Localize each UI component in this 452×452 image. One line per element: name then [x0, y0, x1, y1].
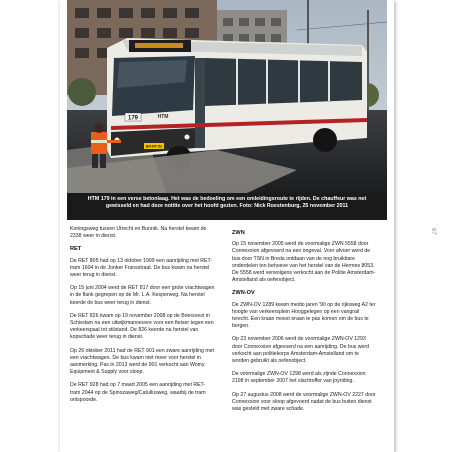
paragraph: De ZWN-OV 1289 kwam medio jaren '90 op de rijksweg A2 ter hoogte van verkeersplein Hooggelegen op een vangrail terecht. Een kraan moest eraan te pas komen om de bus te bergen. — [232, 301, 376, 330]
paragraph: Op 15 november 2005 werd de voormalige ZWN 5558 door Connexxion afgevoerd na een ongeval. Voor afvoer werd de bus door TSN in Breda ontdaan van de nog bruikbare onderdelen ten behoeve van het herstel van de Hermes 8053. De 5558 werd verwolgens verkocht aan de Politie Amsterdam-Amstelland als oefenobject. — [232, 241, 376, 284]
page-number: 67 — [430, 228, 436, 235]
bus-logo: HTM — [157, 114, 169, 120]
bus-photo — [67, 0, 387, 193]
bus-license-plate: BX-RT-53 — [146, 144, 162, 149]
section-heading-ret: RET — [70, 246, 82, 253]
bus-fleet-number: 179 — [127, 115, 139, 122]
paragraph: Op 23 november 2006 werd de voormalige ZWN-OV 1293 door Connexxion afgevoerd na een aanrijding. De bus werd verkocht aan politiekorps Amsterdam-Amstelland om te worden gebruikt als oefenobject. — [232, 336, 369, 365]
right-text-column — [232, 226, 377, 419]
paragraph: De RET 826 kwam op 19 november 2008 op de Briersvest in Schiedam na een uitwijkmanoeuvre voor een fietser tegen een verkeerspaal tot stilstand. De 826 keerde na herstel van kopschade weer terug in dienst. — [70, 312, 214, 341]
paragraph: De RET 805 had op 13 oktober 1999 een aanrijding met RET-tram 1604 in de Jonker Fransstraat. De bus kwam na herstel weer terug in dienst. — [70, 257, 213, 279]
paragraph: Op 26 oktober 2011 had de RET 901 een zware aanrijding met een vrachtwagen. De bus kwam niet meer voor herstel in aanmerking. Pas in 2013 werd de 901 verkocht aan Womy Equipment & Supply voor sloop. — [70, 347, 214, 376]
left-text-column — [70, 226, 215, 410]
caption-line-1: HTM 179 in een verse betonlaag. Het was de bedoeling om een omleidingsroute te rijden. De chauffeur was net — [87, 196, 367, 202]
bus-photo-illustration — [67, 0, 387, 193]
paragraph: Koningsweg tussen Utrecht en Bunnik. Na herstel kwam de 2338 weer in dienst. — [70, 226, 207, 240]
paragraph: Op 27 augustus 2008 werd de voormalige ZWN-OV 2227 door Connexxion voor sloop afgevoerd nadat de bus buiten dienst was gesteld met zware schade. — [232, 391, 376, 413]
section-heading-zwn: ZWN — [232, 230, 245, 236]
photo-caption — [67, 193, 387, 220]
section-heading-zwn-ov: ZWN-OV — [232, 290, 255, 297]
book-page — [60, 0, 436, 452]
paragraph: Op 15 juni 2004 werd de RET 817 door een grote vrachtwagen in de flank gegrepen op de Mr. L.A. Kesperweg. Na herstel keerde de bus weer terug in dienst. — [70, 285, 215, 306]
caption-line-2: gewisseld en had deze notitie over het hoofd gezien. Foto: Nick Roestenburg, 25 november 2011 — [105, 203, 349, 210]
paragraph: De RET 928 had op 7 maart 2005 een aanrijding met RET-tram 2044 op de Spinozaweg/Catullusweg, waarbij de tram ontspoorde. — [70, 382, 206, 403]
paragraph: De voormalige ZWN-OV 1298 werd als zijnde Connexxion 2198 in september 2007 het slachtoffer van joyriding. — [232, 371, 366, 385]
